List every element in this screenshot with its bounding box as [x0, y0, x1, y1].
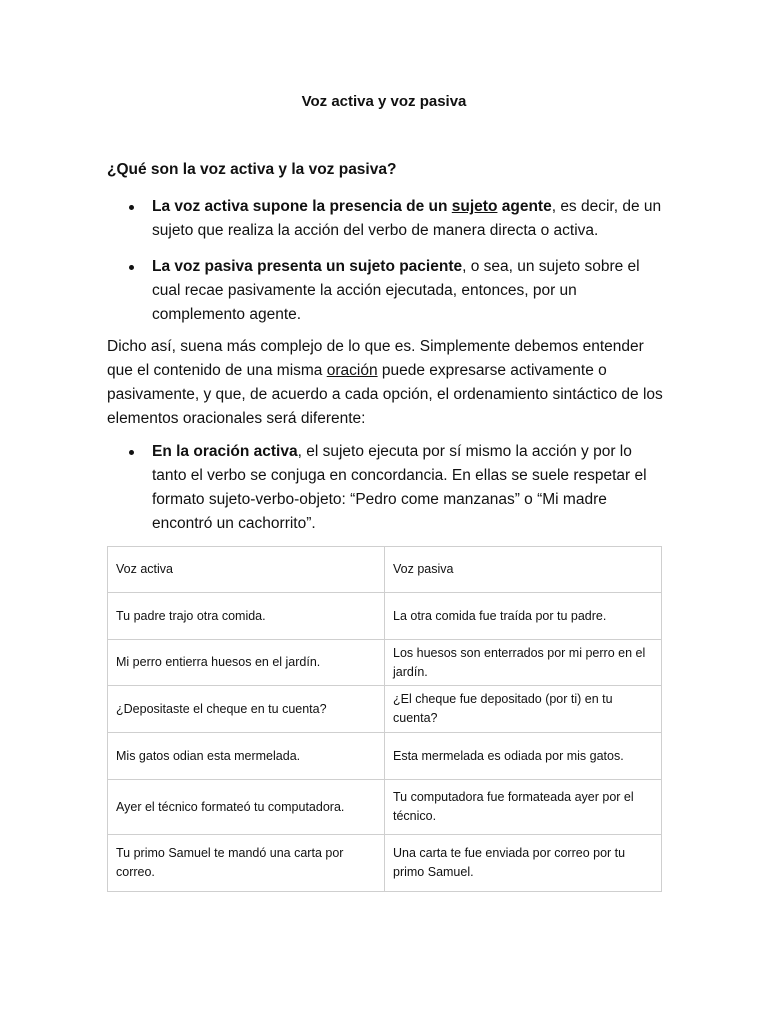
- bullet-item-voz-activa: [107, 195, 667, 243]
- bullet-list-oracion-activa: [107, 440, 667, 548]
- section-heading: ¿Qué son la voz activa y la voz pasiva?: [107, 161, 397, 178]
- table-cell-passive: Tu computadora fue formateada ayer por el técnico.: [385, 780, 662, 835]
- table-cell-active: Tu primo Samuel te mandó una carta por correo.: [108, 835, 385, 892]
- bullet-bold-text: La voz pasiva presenta un sujeto paciente: [152, 258, 463, 275]
- explanation-paragraph: [107, 335, 667, 431]
- table-cell-passive: La otra comida fue traída por tu padre.: [385, 593, 662, 640]
- bullet-icon: [129, 450, 134, 455]
- table-cell-active: Mi perro entierra huesos en el jardín.: [108, 640, 385, 686]
- paragraph-text: Dicho así, suena más complejo de lo que es. Simplemente debemos entender que el contenido de una misma: [107, 338, 644, 379]
- bullet-bold-text: En la oración activa: [152, 443, 298, 460]
- table-cell-passive: Una carta te fue enviada por correo por tu primo Samuel.: [385, 835, 662, 892]
- table-cell-active: Tu padre trajo otra comida.: [108, 593, 385, 640]
- table-cell-active: Mis gatos odian esta mermelada.: [108, 733, 385, 780]
- bullet-text: , o sea, un sujeto sobre el cual recae pasivamente la acción ejecutada, entonces, por un complemento agente.: [152, 258, 640, 323]
- underlined-term-sujeto: sujeto: [451, 198, 498, 215]
- bullet-text: , es decir, de un sujeto que realiza la acción del verbo de manera directa o activa.: [152, 198, 662, 239]
- bullet-list-definitions: [107, 195, 667, 339]
- bullet-item-voz-pasiva: [107, 255, 667, 327]
- table-row: [108, 640, 662, 686]
- table-cell-passive: Los huesos son enterrados por mi perro en el jardín.: [385, 640, 662, 686]
- bullet-item-oracion-activa: [107, 440, 667, 536]
- document-title: Voz activa y voz pasiva: [301, 93, 467, 110]
- table-row: [108, 593, 662, 640]
- underlined-term-oracion: oración: [326, 362, 378, 379]
- table-cell-active: ¿Depositaste el cheque en tu cuenta?: [108, 686, 385, 733]
- table-cell-passive: ¿El cheque fue depositado (por ti) en tu cuenta?: [385, 686, 662, 733]
- voice-examples-table: [107, 546, 662, 892]
- bullet-icon: [129, 265, 134, 270]
- bullet-bold-text: La voz activa supone la presencia de un: [152, 198, 452, 215]
- bullet-text: , el sujeto ejecuta por sí mismo la acción y por lo tanto el verbo se conjuga en concordancia. En ellas se suele respetar el formato sujeto-verbo-objeto: “Pedro come manzanas” o “Mi madre encontró un cachorrito”.: [152, 443, 647, 532]
- bullet-bold-text: agente: [497, 198, 552, 215]
- table-row: [108, 780, 662, 835]
- table-cell-active: Ayer el técnico formateó tu computadora.: [108, 780, 385, 835]
- paragraph-text: puede expresarse activamente o pasivamente, y que, de acuerdo a cada opción, el ordenamiento sintáctico de los elementos oracionales será diferente:: [107, 362, 663, 427]
- table-row: [108, 686, 662, 733]
- table-row: [108, 835, 662, 892]
- table-header-cell: Voz pasiva: [385, 547, 662, 593]
- table-row: [108, 733, 662, 780]
- table-header-row: [108, 547, 662, 593]
- table-cell-passive: Esta mermelada es odiada por mis gatos.: [385, 733, 662, 780]
- bullet-icon: [129, 205, 134, 210]
- table-header-cell: Voz activa: [108, 547, 385, 593]
